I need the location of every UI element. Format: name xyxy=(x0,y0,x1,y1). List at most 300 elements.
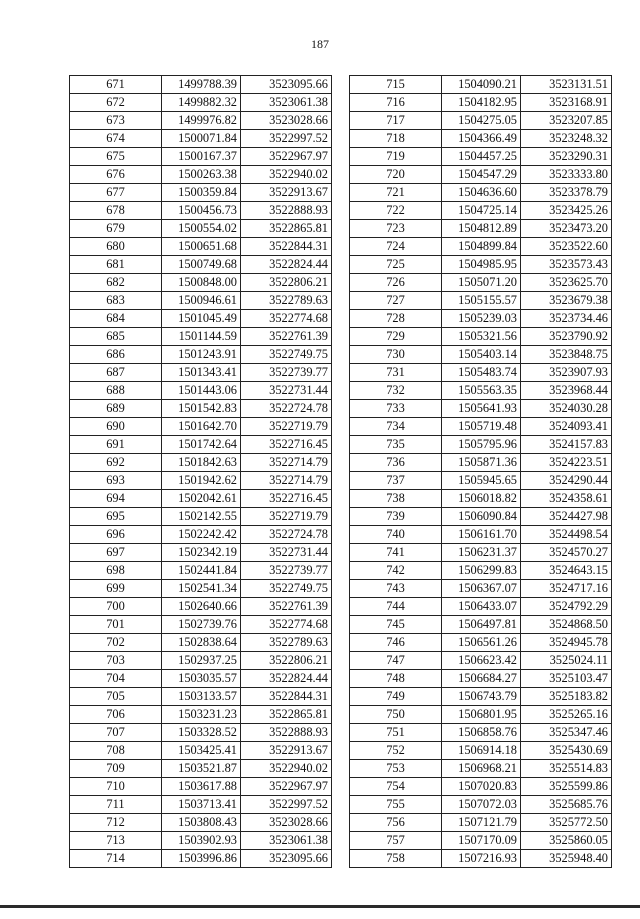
table-row xyxy=(350,130,612,148)
x-coordinate-cell: 1504182.95 xyxy=(442,94,521,112)
point-number-cell: 750 xyxy=(350,706,442,724)
x-coordinate-cell: 1506561.26 xyxy=(442,634,521,652)
x-coordinate-cell: 1503617.88 xyxy=(162,778,241,796)
x-coordinate-cell: 1502838.64 xyxy=(162,634,241,652)
y-coordinate-cell: 3525685.76 xyxy=(521,796,612,814)
y-coordinate-cell: 3522731.44 xyxy=(241,544,332,562)
x-coordinate-cell: 1504636.60 xyxy=(442,184,521,202)
x-coordinate-cell: 1506299.83 xyxy=(442,562,521,580)
table-row xyxy=(350,688,612,706)
point-number-cell: 717 xyxy=(350,112,442,130)
x-coordinate-cell: 1506684.27 xyxy=(442,670,521,688)
y-coordinate-cell: 3523290.31 xyxy=(521,148,612,166)
table-row xyxy=(70,436,332,454)
table-row xyxy=(70,832,332,850)
table-row xyxy=(70,652,332,670)
table-row xyxy=(70,796,332,814)
table-row xyxy=(70,490,332,508)
point-number-cell: 749 xyxy=(350,688,442,706)
table-row xyxy=(70,382,332,400)
table-row xyxy=(350,166,612,184)
y-coordinate-cell: 3524223.51 xyxy=(521,454,612,472)
x-coordinate-cell: 1502937.25 xyxy=(162,652,241,670)
y-coordinate-cell: 3524290.44 xyxy=(521,472,612,490)
point-number-cell: 673 xyxy=(70,112,162,130)
point-number-cell: 676 xyxy=(70,166,162,184)
x-coordinate-cell: 1507072.03 xyxy=(442,796,521,814)
table-row xyxy=(350,292,612,310)
y-coordinate-cell: 3522865.81 xyxy=(241,220,332,238)
x-coordinate-cell: 1500359.84 xyxy=(162,184,241,202)
point-number-cell: 735 xyxy=(350,436,442,454)
table-row xyxy=(350,616,612,634)
x-coordinate-cell: 1504366.49 xyxy=(442,130,521,148)
bottom-rule xyxy=(0,905,640,908)
y-coordinate-cell: 3522806.21 xyxy=(241,274,332,292)
x-coordinate-cell: 1503133.57 xyxy=(162,688,241,706)
point-number-cell: 732 xyxy=(350,382,442,400)
y-coordinate-cell: 3522967.97 xyxy=(241,148,332,166)
point-number-cell: 747 xyxy=(350,652,442,670)
coordinates-table-right xyxy=(349,75,612,868)
point-number-cell: 715 xyxy=(350,76,442,94)
table-row xyxy=(70,112,332,130)
y-coordinate-cell: 3523679.38 xyxy=(521,292,612,310)
point-number-cell: 733 xyxy=(350,400,442,418)
x-coordinate-cell: 1500946.61 xyxy=(162,292,241,310)
point-number-cell: 729 xyxy=(350,328,442,346)
point-number-cell: 690 xyxy=(70,418,162,436)
point-number-cell: 714 xyxy=(70,850,162,868)
point-number-cell: 683 xyxy=(70,292,162,310)
coordinates-table-left xyxy=(69,75,332,868)
y-coordinate-cell: 3522716.45 xyxy=(241,490,332,508)
point-number-cell: 727 xyxy=(350,292,442,310)
table-row xyxy=(70,148,332,166)
y-coordinate-cell: 3522865.81 xyxy=(241,706,332,724)
table-row xyxy=(70,544,332,562)
y-coordinate-cell: 3525514.83 xyxy=(521,760,612,778)
y-coordinate-cell: 3524643.15 xyxy=(521,562,612,580)
y-coordinate-cell: 3523473.20 xyxy=(521,220,612,238)
point-number-cell: 708 xyxy=(70,742,162,760)
x-coordinate-cell: 1503035.57 xyxy=(162,670,241,688)
x-coordinate-cell: 1506018.82 xyxy=(442,490,521,508)
x-coordinate-cell: 1506433.07 xyxy=(442,598,521,616)
y-coordinate-cell: 3524498.54 xyxy=(521,526,612,544)
y-coordinate-cell: 3522789.63 xyxy=(241,634,332,652)
y-coordinate-cell: 3522940.02 xyxy=(241,166,332,184)
x-coordinate-cell: 1500071.84 xyxy=(162,130,241,148)
table-row xyxy=(70,184,332,202)
x-coordinate-cell: 1505945.65 xyxy=(442,472,521,490)
point-number-cell: 710 xyxy=(70,778,162,796)
point-number-cell: 716 xyxy=(350,94,442,112)
x-coordinate-cell: 1506090.84 xyxy=(442,508,521,526)
y-coordinate-cell: 3522789.63 xyxy=(241,292,332,310)
y-coordinate-cell: 3525430.69 xyxy=(521,742,612,760)
table-row xyxy=(350,382,612,400)
y-coordinate-cell: 3523625.70 xyxy=(521,274,612,292)
table-row xyxy=(350,562,612,580)
table-row xyxy=(350,436,612,454)
table-row xyxy=(350,472,612,490)
x-coordinate-cell: 1505071.20 xyxy=(442,274,521,292)
table-row xyxy=(70,94,332,112)
table-row xyxy=(350,328,612,346)
table-row xyxy=(350,220,612,238)
x-coordinate-cell: 1504275.05 xyxy=(442,112,521,130)
point-number-cell: 751 xyxy=(350,724,442,742)
table-row xyxy=(70,472,332,490)
point-number-cell: 702 xyxy=(70,634,162,652)
page-number: 187 xyxy=(311,37,329,51)
y-coordinate-cell: 3524157.83 xyxy=(521,436,612,454)
point-number-cell: 698 xyxy=(70,562,162,580)
y-coordinate-cell: 3522739.77 xyxy=(241,364,332,382)
point-number-cell: 677 xyxy=(70,184,162,202)
point-number-cell: 691 xyxy=(70,436,162,454)
y-coordinate-cell: 3525103.47 xyxy=(521,670,612,688)
x-coordinate-cell: 1501243.91 xyxy=(162,346,241,364)
x-coordinate-cell: 1502242.42 xyxy=(162,526,241,544)
table-row xyxy=(350,346,612,364)
x-coordinate-cell: 1506231.37 xyxy=(442,544,521,562)
table-row xyxy=(350,598,612,616)
x-coordinate-cell: 1507121.79 xyxy=(442,814,521,832)
y-coordinate-cell: 3522940.02 xyxy=(241,760,332,778)
y-coordinate-cell: 3522719.79 xyxy=(241,418,332,436)
y-coordinate-cell: 3523248.32 xyxy=(521,130,612,148)
y-coordinate-cell: 3525772.50 xyxy=(521,814,612,832)
y-coordinate-cell: 3522967.97 xyxy=(241,778,332,796)
x-coordinate-cell: 1505483.74 xyxy=(442,364,521,382)
point-number-cell: 745 xyxy=(350,616,442,634)
y-coordinate-cell: 3524093.41 xyxy=(521,418,612,436)
x-coordinate-cell: 1507020.83 xyxy=(442,778,521,796)
table-row xyxy=(350,490,612,508)
table-row xyxy=(70,346,332,364)
table-row xyxy=(350,724,612,742)
x-coordinate-cell: 1502441.84 xyxy=(162,562,241,580)
x-coordinate-cell: 1504090.21 xyxy=(442,76,521,94)
point-number-cell: 674 xyxy=(70,130,162,148)
point-number-cell: 721 xyxy=(350,184,442,202)
point-number-cell: 713 xyxy=(70,832,162,850)
y-coordinate-cell: 3523848.75 xyxy=(521,346,612,364)
table-row xyxy=(70,760,332,778)
table-row xyxy=(350,76,612,94)
x-coordinate-cell: 1505719.48 xyxy=(442,418,521,436)
point-number-cell: 719 xyxy=(350,148,442,166)
table-row xyxy=(350,418,612,436)
table-row xyxy=(350,112,612,130)
table-row xyxy=(350,526,612,544)
point-number-cell: 737 xyxy=(350,472,442,490)
point-number-cell: 696 xyxy=(70,526,162,544)
x-coordinate-cell: 1503425.41 xyxy=(162,742,241,760)
y-coordinate-cell: 3522761.39 xyxy=(241,598,332,616)
table-row xyxy=(70,526,332,544)
x-coordinate-cell: 1501045.49 xyxy=(162,310,241,328)
table-row xyxy=(70,616,332,634)
x-coordinate-cell: 1500651.68 xyxy=(162,238,241,256)
x-coordinate-cell: 1501942.62 xyxy=(162,472,241,490)
table-row xyxy=(70,634,332,652)
y-coordinate-cell: 3523968.44 xyxy=(521,382,612,400)
x-coordinate-cell: 1505155.57 xyxy=(442,292,521,310)
table-row xyxy=(70,418,332,436)
table-row xyxy=(70,688,332,706)
table-row xyxy=(70,166,332,184)
x-coordinate-cell: 1501443.06 xyxy=(162,382,241,400)
x-coordinate-cell: 1503231.23 xyxy=(162,706,241,724)
y-coordinate-cell: 3523333.80 xyxy=(521,166,612,184)
x-coordinate-cell: 1504547.29 xyxy=(442,166,521,184)
y-coordinate-cell: 3522844.31 xyxy=(241,238,332,256)
y-coordinate-cell: 3523131.51 xyxy=(521,76,612,94)
table-row xyxy=(350,634,612,652)
x-coordinate-cell: 1505321.56 xyxy=(442,328,521,346)
table-row xyxy=(70,508,332,526)
table-row xyxy=(70,274,332,292)
point-number-cell: 701 xyxy=(70,616,162,634)
y-coordinate-cell: 3524717.16 xyxy=(521,580,612,598)
y-coordinate-cell: 3524945.78 xyxy=(521,634,612,652)
point-number-cell: 753 xyxy=(350,760,442,778)
x-coordinate-cell: 1504812.89 xyxy=(442,220,521,238)
point-number-cell: 697 xyxy=(70,544,162,562)
table-row xyxy=(350,400,612,418)
table-row xyxy=(70,580,332,598)
table-row xyxy=(70,328,332,346)
y-coordinate-cell: 3522997.52 xyxy=(241,130,332,148)
point-number-cell: 712 xyxy=(70,814,162,832)
table-row xyxy=(70,454,332,472)
table-row xyxy=(70,706,332,724)
table-row xyxy=(70,778,332,796)
y-coordinate-cell: 3525948.40 xyxy=(521,850,612,868)
table-row xyxy=(350,148,612,166)
point-number-cell: 734 xyxy=(350,418,442,436)
table-row xyxy=(350,544,612,562)
table-row xyxy=(70,562,332,580)
y-coordinate-cell: 3525183.82 xyxy=(521,688,612,706)
point-number-cell: 736 xyxy=(350,454,442,472)
point-number-cell: 693 xyxy=(70,472,162,490)
x-coordinate-cell: 1501343.41 xyxy=(162,364,241,382)
y-coordinate-cell: 3522749.75 xyxy=(241,580,332,598)
x-coordinate-cell: 1504899.84 xyxy=(442,238,521,256)
y-coordinate-cell: 3522774.68 xyxy=(241,310,332,328)
point-number-cell: 728 xyxy=(350,310,442,328)
table-row xyxy=(70,202,332,220)
point-number-cell: 730 xyxy=(350,346,442,364)
x-coordinate-cell: 1504985.95 xyxy=(442,256,521,274)
table-row xyxy=(70,742,332,760)
point-number-cell: 744 xyxy=(350,598,442,616)
y-coordinate-cell: 3522714.79 xyxy=(241,454,332,472)
y-coordinate-cell: 3523168.91 xyxy=(521,94,612,112)
y-coordinate-cell: 3522888.93 xyxy=(241,724,332,742)
y-coordinate-cell: 3524358.61 xyxy=(521,490,612,508)
y-coordinate-cell: 3525024.11 xyxy=(521,652,612,670)
x-coordinate-cell: 1503713.41 xyxy=(162,796,241,814)
point-number-cell: 672 xyxy=(70,94,162,112)
y-coordinate-cell: 3522761.39 xyxy=(241,328,332,346)
y-coordinate-cell: 3522749.75 xyxy=(241,346,332,364)
y-coordinate-cell: 3522724.78 xyxy=(241,400,332,418)
point-number-cell: 707 xyxy=(70,724,162,742)
y-coordinate-cell: 3523207.85 xyxy=(521,112,612,130)
y-coordinate-cell: 3522731.44 xyxy=(241,382,332,400)
x-coordinate-cell: 1501542.83 xyxy=(162,400,241,418)
point-number-cell: 695 xyxy=(70,508,162,526)
point-number-cell: 699 xyxy=(70,580,162,598)
x-coordinate-cell: 1503996.86 xyxy=(162,850,241,868)
y-coordinate-cell: 3523061.38 xyxy=(241,94,332,112)
table-row xyxy=(70,76,332,94)
point-number-cell: 694 xyxy=(70,490,162,508)
point-number-cell: 687 xyxy=(70,364,162,382)
y-coordinate-cell: 3522774.68 xyxy=(241,616,332,634)
x-coordinate-cell: 1500554.02 xyxy=(162,220,241,238)
table-row xyxy=(70,238,332,256)
y-coordinate-cell: 3524792.29 xyxy=(521,598,612,616)
y-coordinate-cell: 3523573.43 xyxy=(521,256,612,274)
x-coordinate-cell: 1502739.76 xyxy=(162,616,241,634)
x-coordinate-cell: 1501742.64 xyxy=(162,436,241,454)
point-number-cell: 726 xyxy=(350,274,442,292)
table-row xyxy=(70,310,332,328)
x-coordinate-cell: 1506914.18 xyxy=(442,742,521,760)
x-coordinate-cell: 1500263.38 xyxy=(162,166,241,184)
y-coordinate-cell: 3522806.21 xyxy=(241,652,332,670)
table-row xyxy=(70,598,332,616)
table-row xyxy=(70,130,332,148)
point-number-cell: 682 xyxy=(70,274,162,292)
point-number-cell: 706 xyxy=(70,706,162,724)
y-coordinate-cell: 3523095.66 xyxy=(241,850,332,868)
y-coordinate-cell: 3523028.66 xyxy=(241,112,332,130)
y-coordinate-cell: 3522844.31 xyxy=(241,688,332,706)
x-coordinate-cell: 1505871.36 xyxy=(442,454,521,472)
point-number-cell: 679 xyxy=(70,220,162,238)
point-number-cell: 724 xyxy=(350,238,442,256)
y-coordinate-cell: 3523734.46 xyxy=(521,310,612,328)
table-row xyxy=(70,670,332,688)
x-coordinate-cell: 1506497.81 xyxy=(442,616,521,634)
x-coordinate-cell: 1501842.63 xyxy=(162,454,241,472)
y-coordinate-cell: 3523522.60 xyxy=(521,238,612,256)
table-row xyxy=(350,94,612,112)
x-coordinate-cell: 1506968.21 xyxy=(442,760,521,778)
y-coordinate-cell: 3522724.78 xyxy=(241,526,332,544)
point-number-cell: 756 xyxy=(350,814,442,832)
x-coordinate-cell: 1501642.70 xyxy=(162,418,241,436)
table-row xyxy=(350,580,612,598)
x-coordinate-cell: 1502541.34 xyxy=(162,580,241,598)
table-row xyxy=(350,238,612,256)
y-coordinate-cell: 3522913.67 xyxy=(241,184,332,202)
y-coordinate-cell: 3523061.38 xyxy=(241,832,332,850)
x-coordinate-cell: 1501144.59 xyxy=(162,328,241,346)
y-coordinate-cell: 3522913.67 xyxy=(241,742,332,760)
x-coordinate-cell: 1499882.32 xyxy=(162,94,241,112)
x-coordinate-cell: 1500749.68 xyxy=(162,256,241,274)
table-row xyxy=(350,742,612,760)
table-row xyxy=(70,724,332,742)
point-number-cell: 705 xyxy=(70,688,162,706)
table-row xyxy=(70,400,332,418)
table-row xyxy=(350,670,612,688)
y-coordinate-cell: 3525265.16 xyxy=(521,706,612,724)
x-coordinate-cell: 1505239.03 xyxy=(442,310,521,328)
point-number-cell: 758 xyxy=(350,850,442,868)
y-coordinate-cell: 3522716.45 xyxy=(241,436,332,454)
point-number-cell: 718 xyxy=(350,130,442,148)
table-row xyxy=(70,364,332,382)
x-coordinate-cell: 1502342.19 xyxy=(162,544,241,562)
y-coordinate-cell: 3522714.79 xyxy=(241,472,332,490)
y-coordinate-cell: 3523378.79 xyxy=(521,184,612,202)
point-number-cell: 711 xyxy=(70,796,162,814)
x-coordinate-cell: 1506743.79 xyxy=(442,688,521,706)
table-row xyxy=(350,184,612,202)
x-coordinate-cell: 1504457.25 xyxy=(442,148,521,166)
table-row xyxy=(70,814,332,832)
table-row xyxy=(350,202,612,220)
point-number-cell: 742 xyxy=(350,562,442,580)
point-number-cell: 722 xyxy=(350,202,442,220)
table-row xyxy=(350,274,612,292)
x-coordinate-cell: 1502640.66 xyxy=(162,598,241,616)
point-number-cell: 709 xyxy=(70,760,162,778)
table-row xyxy=(350,364,612,382)
table-row xyxy=(350,778,612,796)
point-number-cell: 741 xyxy=(350,544,442,562)
y-coordinate-cell: 3523095.66 xyxy=(241,76,332,94)
x-coordinate-cell: 1506858.76 xyxy=(442,724,521,742)
point-number-cell: 739 xyxy=(350,508,442,526)
x-coordinate-cell: 1507216.93 xyxy=(442,850,521,868)
table-row xyxy=(350,256,612,274)
x-coordinate-cell: 1506367.07 xyxy=(442,580,521,598)
x-coordinate-cell: 1507170.09 xyxy=(442,832,521,850)
point-number-cell: 746 xyxy=(350,634,442,652)
point-number-cell: 681 xyxy=(70,256,162,274)
x-coordinate-cell: 1506161.70 xyxy=(442,526,521,544)
y-coordinate-cell: 3522997.52 xyxy=(241,796,332,814)
point-number-cell: 720 xyxy=(350,166,442,184)
point-number-cell: 680 xyxy=(70,238,162,256)
point-number-cell: 704 xyxy=(70,670,162,688)
table-row xyxy=(350,652,612,670)
point-number-cell: 675 xyxy=(70,148,162,166)
y-coordinate-cell: 3522888.93 xyxy=(241,202,332,220)
x-coordinate-cell: 1506801.95 xyxy=(442,706,521,724)
y-coordinate-cell: 3523790.92 xyxy=(521,328,612,346)
x-coordinate-cell: 1505563.35 xyxy=(442,382,521,400)
point-number-cell: 689 xyxy=(70,400,162,418)
x-coordinate-cell: 1505641.93 xyxy=(442,400,521,418)
x-coordinate-cell: 1503808.43 xyxy=(162,814,241,832)
y-coordinate-cell: 3524030.28 xyxy=(521,400,612,418)
x-coordinate-cell: 1502042.61 xyxy=(162,490,241,508)
y-coordinate-cell: 3522739.77 xyxy=(241,562,332,580)
point-number-cell: 686 xyxy=(70,346,162,364)
table-row xyxy=(350,760,612,778)
